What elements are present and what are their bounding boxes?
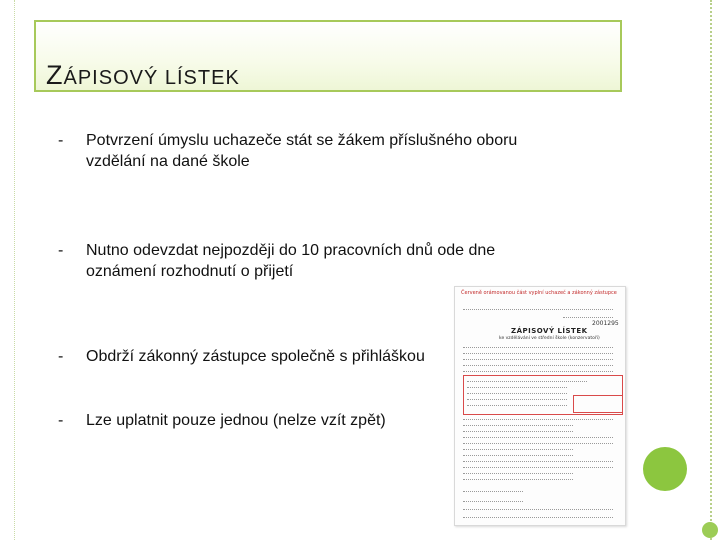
bullet-text: Obdrží zákonný zástupce společně s přihláškou <box>86 348 425 365</box>
form-line <box>467 387 567 388</box>
form-line <box>463 501 523 502</box>
form-highlight-box-small <box>573 395 623 413</box>
form-line <box>463 309 613 310</box>
form-line <box>463 517 613 518</box>
left-dotted-rule <box>14 0 15 540</box>
form-line <box>463 491 523 492</box>
form-line <box>463 353 613 354</box>
decorative-circle-small <box>702 522 718 538</box>
form-thumbnail <box>454 286 626 526</box>
bullet-marker: - <box>58 348 64 365</box>
slide-title-rest: ÁPISOVÝ LÍSTEK <box>63 67 240 89</box>
form-line <box>463 359 613 360</box>
title-box <box>34 20 622 92</box>
bullet-marker: - <box>58 132 64 149</box>
bullet-text: Nutno odevzdat nejpozději do 10 pracovních dnů ode dne oznámení rozhodnutí o přijetí <box>86 242 496 280</box>
slide-title <box>46 60 240 91</box>
form-line <box>463 437 613 438</box>
form-line <box>563 317 613 318</box>
bullet-text: Potvrzení úmyslu uchazeče stát se žákem příslušného oboru vzdělání na dané škole <box>86 132 518 170</box>
form-line <box>463 473 573 474</box>
form-line <box>463 509 613 510</box>
bullet-item <box>58 130 578 172</box>
form-line <box>467 399 567 400</box>
form-line <box>467 381 587 382</box>
form-line <box>463 479 573 480</box>
form-line <box>463 449 573 450</box>
bullet-item <box>58 240 578 282</box>
form-header: Červeně orámovanou část vyplní uchazeč a zákonný zástupce <box>461 290 617 296</box>
form-line <box>463 347 613 348</box>
bullet-marker: - <box>58 412 64 429</box>
form-line <box>467 393 567 394</box>
form-line <box>463 419 613 420</box>
form-serial-number: 2001295 <box>592 320 619 327</box>
slide-title-initial: Z <box>46 60 64 90</box>
form-line <box>463 371 613 372</box>
form-line <box>463 461 613 462</box>
form-line <box>467 405 567 406</box>
form-title: ZÁPISOVÝ LÍSTEK <box>511 327 588 335</box>
form-line <box>463 467 613 468</box>
bullet-text: Lze uplatnit pouze jednou (nelze vzít zpět) <box>86 412 386 429</box>
form-line <box>463 431 573 432</box>
form-line <box>463 365 613 366</box>
form-subtitle: ke vzdělávání ve střední škole (konzervatoři) <box>499 336 600 341</box>
right-dotted-rule <box>710 0 712 540</box>
decorative-circle <box>643 447 687 491</box>
form-line <box>463 443 613 444</box>
form-line <box>463 425 573 426</box>
form-line <box>463 455 573 456</box>
bullet-marker: - <box>58 242 64 259</box>
